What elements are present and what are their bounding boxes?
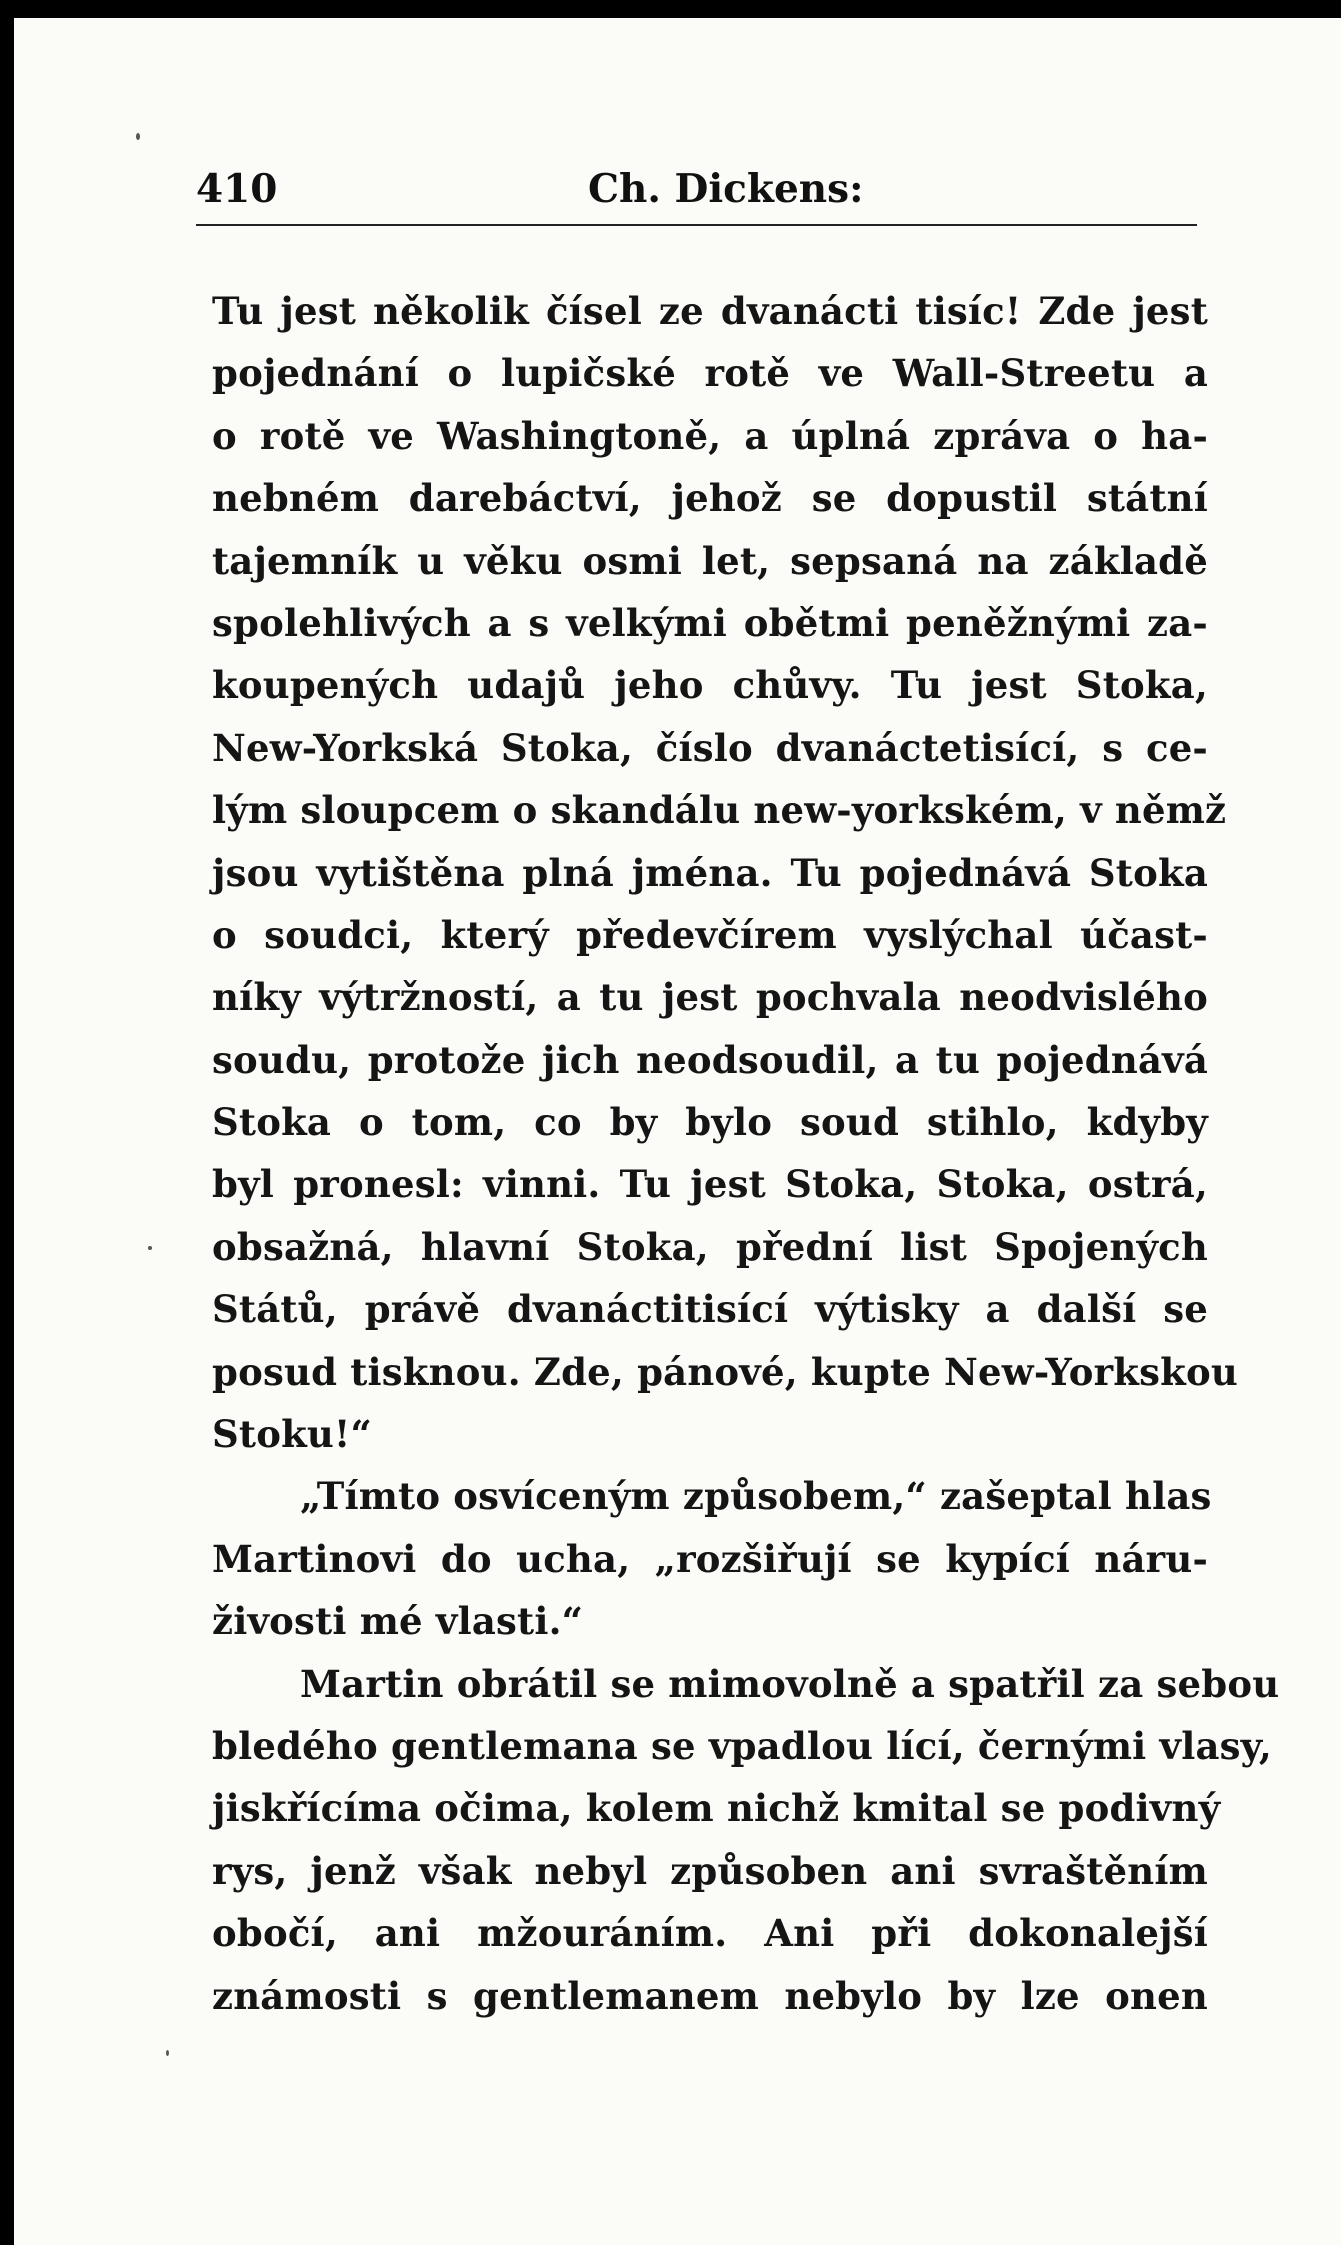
text-line: jiskřícíma očima, kolem nichž kmital se podivný	[212, 1786, 1221, 1831]
body-text	[212, 280, 1280, 2027]
page-header	[196, 166, 1196, 226]
text-line: bledého gentlemana se vpadlou lící, černými vlasy,	[212, 1723, 1272, 1768]
text-line: Stoku!“	[212, 1412, 372, 1457]
text-line: o soudci, který předevčírem vyslýchal účast-	[212, 912, 1208, 957]
text-line: rys, jenž však nebyl způsoben ani svraštěním	[212, 1848, 1208, 1893]
header-rule	[196, 224, 1197, 226]
page-number: 410	[196, 166, 278, 212]
text-line: „Tímto osvíceným způsobem,“ zašeptal hlas	[300, 1474, 1212, 1519]
text-line: Martin obrátil se mimovolně a spatřil za sebou	[300, 1661, 1280, 1706]
text-line: živosti mé vlasti.“	[212, 1599, 584, 1644]
paper-speck	[136, 133, 140, 140]
paper-speck	[148, 1246, 152, 1250]
text-line: Stoka o tom, co by bylo soud stihlo, kdyby	[212, 1100, 1208, 1145]
text-line: New-Yorkská Stoka, číslo dvanáctetisící, s ce-	[212, 725, 1208, 770]
text-line: Států, právě dvanáctitisící výtisky a další se	[212, 1287, 1208, 1332]
text-line: Martinovi do ucha, „rozšiřují se kypící náru-	[212, 1536, 1208, 1581]
text-line: níky výtržností, a tu jest pochvala neodvislého	[212, 975, 1208, 1020]
text-line: byl pronesl: vinni. Tu jest Stoka, Stoka, ostrá,	[212, 1162, 1208, 1207]
text-line: o rotě ve Washingtoně, a úplná zpráva o ha-	[212, 413, 1208, 458]
text-line: soudu, protože jich neodsoudil, a tu pojednává	[212, 1037, 1208, 1082]
text-line: známosti s gentlemanem nebylo by lze onen	[212, 1973, 1208, 2018]
text-line: Tu jest několik čísel ze dvanácti tisíc! Zde jest	[212, 289, 1208, 333]
running-title: Ch. Dickens:	[588, 166, 864, 212]
text-line: koupených udajů jeho chůvy. Tu jest Stoka,	[212, 663, 1208, 708]
paper-speck	[166, 2050, 169, 2056]
text-line: tajemník u věku osmi let, sepsaná na základě	[212, 538, 1208, 583]
text-line: obsažná, hlavní Stoka, přední list Spojených	[212, 1224, 1208, 1269]
text-line: obočí, ani mžouráním. Ani při dokonalejší	[212, 1911, 1208, 1956]
text-line: spolehlivých a s velkými obětmi peněžnými za-	[212, 600, 1208, 645]
text-line: lým sloupcem o skandálu new-yorkském, v němž	[212, 788, 1227, 833]
text-line: jsou vytištěna plná jména. Tu pojednává Stoka	[212, 850, 1208, 895]
text-line: posud tisknou. Zde, pánové, kupte New-Yorkskou	[212, 1349, 1238, 1394]
text-line: pojednání o lupičské rotě ve Wall-Streetu a	[212, 351, 1208, 396]
text-line: nebném darebáctví, jehož se dopustil státní	[212, 476, 1208, 521]
